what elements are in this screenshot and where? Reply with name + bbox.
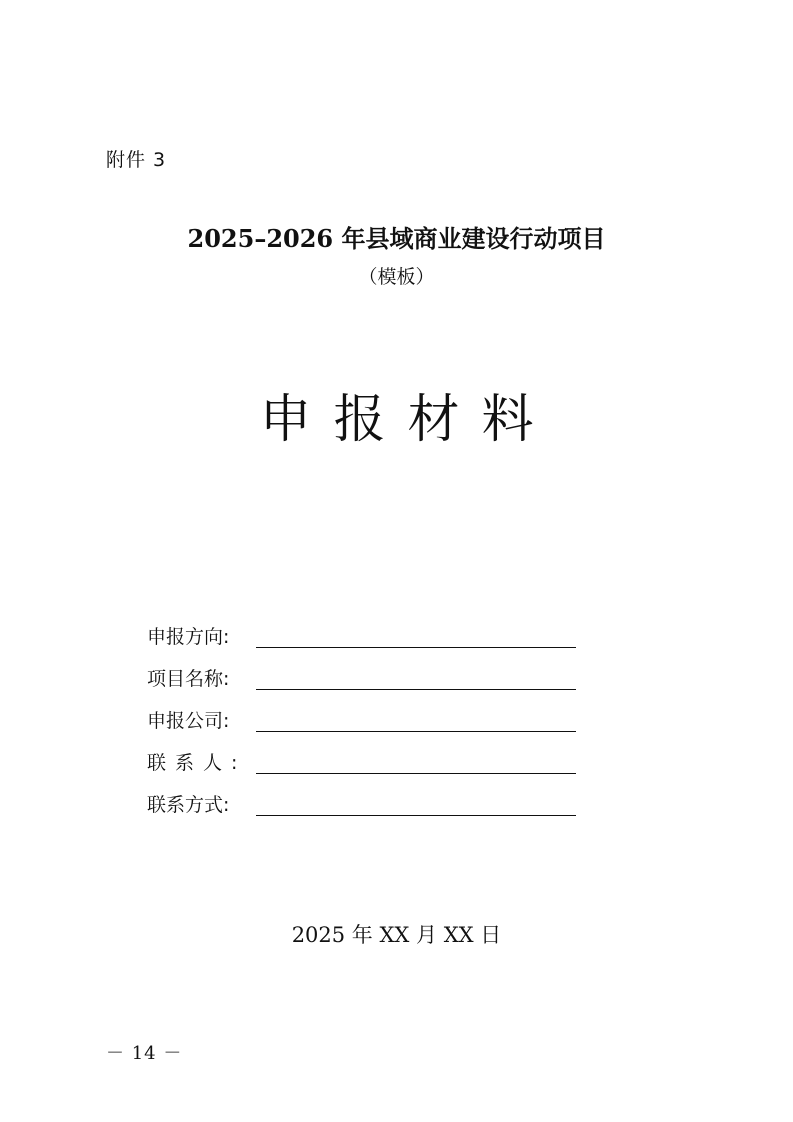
project-name-label: 项目名称: — [147, 668, 230, 690]
page-number: － 14 － — [106, 1043, 183, 1064]
contact-person-field[interactable] — [256, 773, 576, 774]
main-heading: 申报材料 — [259, 390, 556, 450]
document-subtitle: （模板） — [358, 266, 435, 288]
contact-person-label: 联系人: — [147, 752, 247, 774]
attachment-label: 附件 3 — [106, 149, 167, 171]
document-date: 2025 年 XX 月 XX 日 — [291, 923, 502, 947]
direction-label: 申报方向: — [147, 626, 230, 648]
application-form — [147, 620, 587, 830]
direction-field[interactable] — [256, 647, 576, 648]
contact-info-field[interactable] — [256, 815, 576, 816]
form-row-contact-info — [147, 788, 587, 830]
document-title: 2025–2026 年县域商业建设行动项目 — [187, 224, 606, 253]
company-label: 申报公司: — [147, 710, 230, 732]
project-name-field[interactable] — [256, 689, 576, 690]
contact-info-label: 联系方式: — [147, 794, 230, 816]
form-row-project-name — [147, 662, 587, 704]
company-field[interactable] — [256, 731, 576, 732]
form-row-direction — [147, 620, 587, 662]
form-row-company — [147, 704, 587, 746]
form-row-contact-person — [147, 746, 587, 788]
